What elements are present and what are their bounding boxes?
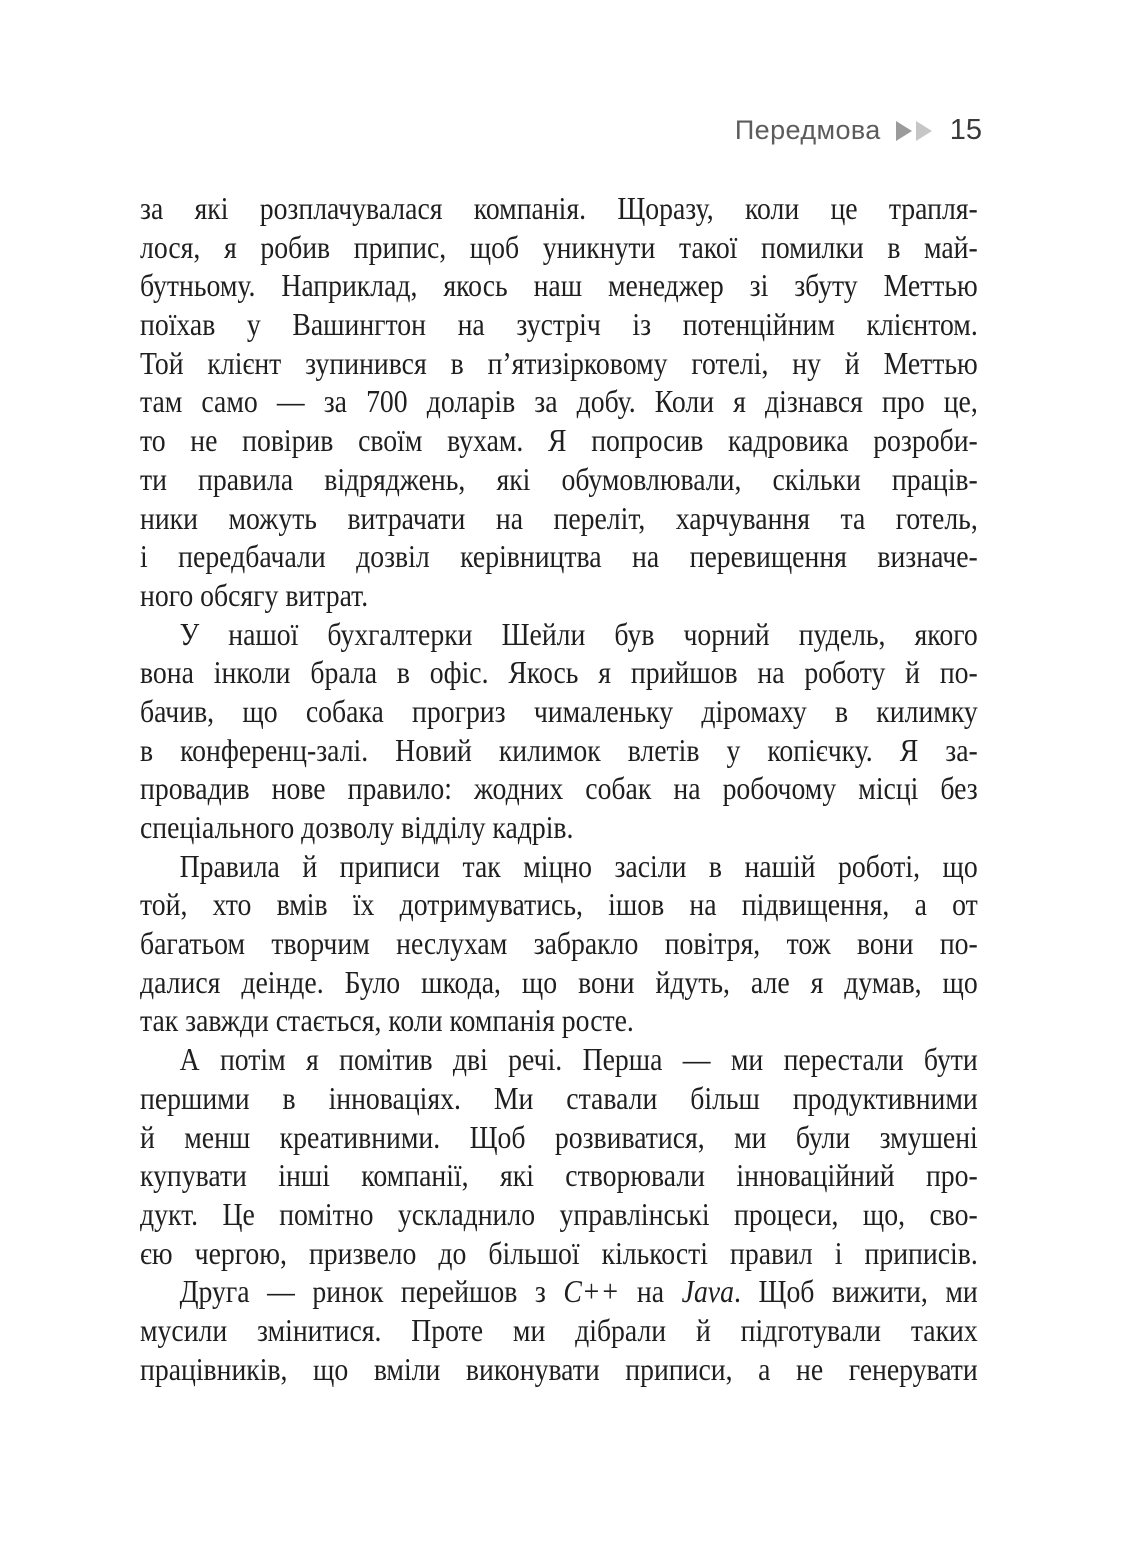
running-header: [735, 114, 982, 147]
text-line: далися деінде. Було шкода, що вони йдуть, але я думав, що: [140, 964, 978, 1000]
text-line: то не повірив своїм вухам. Я попросив кадровика розроби-: [140, 423, 978, 459]
body-text: [140, 190, 978, 1389]
text-line: той, хто вмів їх дотримуватись, ішов на підвищення, а от: [140, 887, 978, 923]
chapter-title: Передмова: [734, 115, 881, 145]
text-line: багатьом творчим неслухам забракло повітря, тож вони по-: [140, 926, 978, 962]
text-line: єю чергою, призвело до більшої кількості правил і приписів.: [140, 1235, 978, 1271]
text-line: за які розплачувалася компанія. Щоразу, коли це трапля-: [140, 191, 978, 226]
text-line: мусили змінитися. Проте ми дібрали й підготували таких: [140, 1312, 978, 1348]
text-line: працівників, що вміли виконувати приписи, а не генерувати: [140, 1351, 978, 1387]
text-line: дукт. Це помітно ускладнило управлінські процеси, що, сво-: [140, 1196, 978, 1232]
text-line: й менш креативними. Щоб розвиватися, ми були змушені: [140, 1119, 978, 1155]
text-line: першими в інноваціях. Ми ставали більш продуктивними: [140, 1080, 978, 1116]
text-line: там само — за 700 доларів за добу. Коли я дізнався про це,: [140, 384, 978, 420]
text-line: Правила й приписи так міцно засіли в нашій роботі, що: [179, 848, 978, 884]
text-line: бутньому. Наприклад, якось наш менеджер зі збуту Меттью: [140, 268, 978, 304]
text-line: спеціального дозволу відділу кадрів.: [140, 810, 574, 845]
header-separator: [896, 121, 932, 141]
text-line: бачив, що собака прогриз чималеньку діромаху в килимку: [140, 693, 978, 729]
text-line: так завжди стається, коли компанія росте.: [140, 1003, 634, 1039]
text-line: ти правила відряджень, які обумовлювали, скільки праців-: [140, 461, 978, 497]
text-line: поїхав у Вашингтон на зустріч із потенційним клієнтом.: [140, 307, 978, 343]
text-line: Друга — ринок перейшов з C++ на Java. Щоб вижити, ми: [179, 1274, 978, 1310]
text-line: купувати інші компанії, які створювали інноваційний про-: [140, 1158, 978, 1194]
text-line: Той клієнт зупинився в п’ятизірковому готелі, ну й Меттью: [140, 345, 978, 381]
text-line: вона інколи брала в офіс. Якось я прийшов на роботу й по-: [140, 655, 978, 691]
text-line: У нашої бухгалтерки Шейли був чорний пудель, якого: [179, 616, 978, 652]
text-line: і передбачали дозвіл керівництва на перевищення визначе-: [140, 539, 978, 575]
text-line: А потім я помітив дві речі. Перша — ми перестали бути: [179, 1042, 978, 1078]
text-line: провадив нове правило: жодних собак на робочому місці без: [140, 771, 978, 807]
text-line: ного обсягу витрат.: [140, 577, 369, 613]
text-line: в конференц-залі. Новий килимок влетів у копієчку. Я за-: [140, 732, 978, 768]
text-line: ники можуть витрачати на переліт, харчування та готель,: [140, 500, 978, 536]
triangle-right-icon: [896, 121, 912, 141]
triangle-right-icon: [916, 121, 932, 141]
page-number: 15: [949, 114, 982, 146]
text-line: лося, я робив припис, щоб уникнути такої помилки в май-: [140, 229, 978, 265]
